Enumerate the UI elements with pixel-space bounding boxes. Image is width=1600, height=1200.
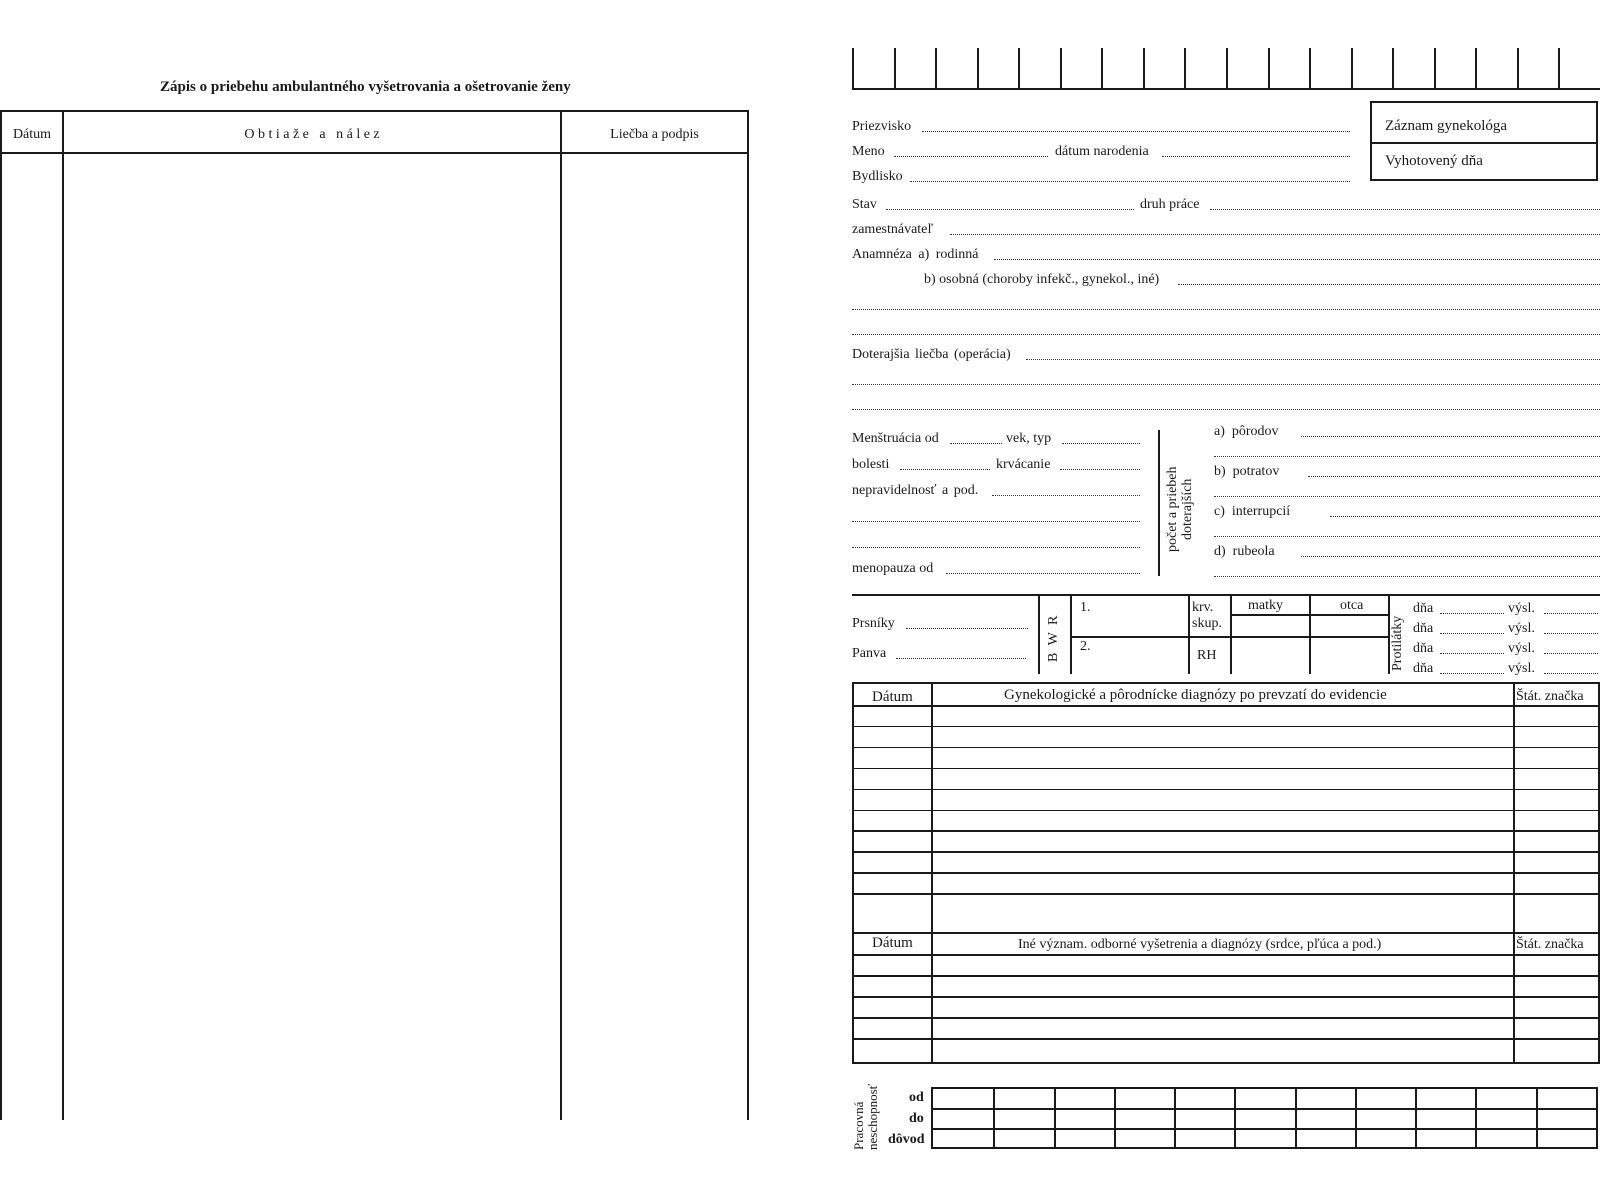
incapacity-column-divider bbox=[1174, 1089, 1176, 1147]
incapacity-column-divider bbox=[1536, 1089, 1538, 1147]
mother-left-border bbox=[1230, 594, 1232, 674]
left-table-right-border bbox=[747, 110, 749, 1120]
antibody-day-label: dňa bbox=[1413, 641, 1434, 656]
pregnancy-item-label: c) interrupcií bbox=[1214, 504, 1291, 519]
diagnoses-code-header: Štát. značka bbox=[1516, 689, 1584, 704]
pregnancy-separator bbox=[1158, 430, 1160, 576]
bwr-label: B W R bbox=[1046, 613, 1061, 662]
menstruation-extra-line-1[interactable] bbox=[852, 521, 1140, 522]
pregnancy-item-field[interactable] bbox=[1301, 436, 1600, 437]
incapacity-label-1: Pracovná bbox=[851, 1101, 866, 1150]
antibody-day-field[interactable] bbox=[1440, 673, 1504, 674]
blood-group-mid-rule bbox=[1188, 636, 1388, 638]
antibodies-label: Protilátky bbox=[1390, 615, 1405, 671]
tick-row bbox=[852, 48, 1600, 92]
mother-label: matky bbox=[1248, 598, 1283, 613]
father-label: otca bbox=[1340, 598, 1364, 613]
anamnesis-family-label: Anamnéza a) rodinná bbox=[852, 247, 979, 262]
tick-mark bbox=[935, 48, 937, 90]
incapacity-column-divider bbox=[1475, 1089, 1477, 1147]
surname-label: Priezvisko bbox=[852, 119, 912, 134]
tick-mark bbox=[894, 48, 896, 90]
menopause-label: menopauza od bbox=[852, 561, 934, 576]
antibody-result-field[interactable] bbox=[1544, 633, 1598, 634]
work-type-field[interactable] bbox=[1210, 209, 1600, 210]
exam-top-rule bbox=[852, 594, 1600, 596]
table-row[interactable] bbox=[854, 705, 1598, 707]
table-row[interactable] bbox=[854, 1017, 1598, 1019]
pregnancy-item-field[interactable] bbox=[1330, 516, 1600, 517]
tick-mark bbox=[1475, 48, 1477, 90]
status-label: Stav bbox=[852, 197, 877, 212]
gynecologist-stamp-box bbox=[1370, 101, 1598, 181]
other-code-header: Štát. značka bbox=[1516, 937, 1584, 952]
table-row[interactable] bbox=[854, 996, 1598, 998]
table-row[interactable] bbox=[854, 789, 1598, 791]
other-exams-header: Iné význam. odborné vyšetrenia a diagnózy (srdce, pľúca a pod.) bbox=[1018, 937, 1382, 952]
incapacity-label-2: neschopnosť bbox=[865, 1083, 880, 1150]
left-col-findings-header: O b t i a ž e a n á l e z bbox=[244, 127, 380, 142]
menstruation-from-label: Menštruácia od bbox=[852, 431, 939, 446]
table-row[interactable] bbox=[854, 768, 1598, 770]
pregnancy-item-extra-line[interactable] bbox=[1214, 536, 1600, 537]
anamnesis-extra-line-2[interactable] bbox=[852, 334, 1600, 335]
table-row[interactable] bbox=[854, 1038, 1598, 1040]
age-type-field[interactable] bbox=[1062, 443, 1140, 444]
tick-mark bbox=[1226, 48, 1228, 90]
irregularity-label: nepravidelnosť a pod. bbox=[852, 483, 979, 498]
table-row[interactable] bbox=[854, 954, 1598, 956]
left-table-divider-1 bbox=[62, 110, 64, 1120]
incapacity-column-divider bbox=[993, 1089, 995, 1147]
employer-field[interactable] bbox=[950, 234, 1600, 235]
antibody-result-field[interactable] bbox=[1544, 653, 1598, 654]
other-table-top-rule bbox=[854, 932, 1598, 934]
residence-label: Bydlisko bbox=[852, 169, 903, 184]
incapacity-column-divider bbox=[1234, 1089, 1236, 1147]
pregnancy-item-field[interactable] bbox=[1301, 556, 1600, 557]
residence-field[interactable] bbox=[910, 181, 1350, 182]
name-label: Meno bbox=[852, 144, 885, 159]
antibody-result-label: výsl. bbox=[1508, 641, 1535, 656]
anamnesis-family-field[interactable] bbox=[994, 259, 1600, 260]
antibody-day-label: dňa bbox=[1413, 601, 1434, 616]
prior-treatment-extra-line-1[interactable] bbox=[852, 384, 1600, 385]
table-row[interactable] bbox=[854, 810, 1598, 812]
prior-treatment-field[interactable] bbox=[1026, 359, 1600, 360]
age-type-label: vek, typ bbox=[1006, 431, 1052, 446]
antibody-result-label: výsl. bbox=[1508, 601, 1535, 616]
pregnancy-item-field[interactable] bbox=[1308, 476, 1600, 477]
rh-label: RH bbox=[1197, 648, 1217, 663]
incapacity-column-divider bbox=[1054, 1089, 1056, 1147]
left-table-left-border bbox=[0, 110, 2, 1120]
tick-mark bbox=[1392, 48, 1394, 90]
prior-treatment-extra-line-2[interactable] bbox=[852, 409, 1600, 410]
bleeding-label: krvácanie bbox=[996, 457, 1051, 472]
incapacity-row-divider bbox=[933, 1108, 1596, 1110]
tick-mark bbox=[1309, 48, 1311, 90]
tick-mark bbox=[1351, 48, 1353, 90]
birth-date-field[interactable] bbox=[1162, 156, 1350, 157]
antibody-result-label: výsl. bbox=[1508, 661, 1535, 676]
antibody-day-label: dňa bbox=[1413, 661, 1434, 676]
incapacity-column-divider bbox=[1415, 1089, 1417, 1147]
tick-mark bbox=[1143, 48, 1145, 90]
bwr-second-label: 2. bbox=[1080, 639, 1091, 654]
name-field[interactable] bbox=[894, 156, 1048, 157]
pregnancy-item-label: a) pôrodov bbox=[1214, 424, 1279, 439]
incapacity-grid bbox=[931, 1087, 1598, 1149]
tick-mark bbox=[852, 48, 854, 90]
pregnancy-vertical-label-1: počet a priebeh bbox=[1165, 466, 1180, 552]
birth-date-label: dátum narodenia bbox=[1055, 144, 1149, 159]
other-date-header: Dátum bbox=[872, 935, 913, 951]
employer-label: zamestnávateľ bbox=[852, 222, 934, 237]
stamp-box-divider bbox=[1372, 142, 1596, 144]
incapacity-to-label: do bbox=[909, 1111, 924, 1126]
surname-field[interactable] bbox=[922, 131, 1350, 132]
antibody-result-label: výsl. bbox=[1508, 621, 1535, 636]
father-left-border bbox=[1309, 594, 1311, 674]
antibody-day-field[interactable] bbox=[1440, 653, 1504, 654]
left-col-date-header: Dátum bbox=[12, 127, 52, 142]
incapacity-row-divider bbox=[933, 1128, 1596, 1130]
tick-mark bbox=[1060, 48, 1062, 90]
pregnancy-item-extra-line[interactable] bbox=[1214, 496, 1600, 497]
tick-mark bbox=[1184, 48, 1186, 90]
prior-treatment-label: Doterajšia liečba (operácia) bbox=[852, 347, 1011, 362]
incapacity-from-label: od bbox=[909, 1090, 924, 1105]
tick-mark bbox=[1268, 48, 1270, 90]
antibody-day-field[interactable] bbox=[1440, 633, 1504, 634]
pregnancy-item-label: d) rubeola bbox=[1214, 544, 1275, 559]
incapacity-reason-label: dôvod bbox=[888, 1132, 925, 1147]
left-table-header-border bbox=[0, 152, 749, 154]
tick-mark bbox=[1517, 48, 1519, 90]
irregularity-field[interactable] bbox=[992, 495, 1140, 496]
menopause-field[interactable] bbox=[946, 573, 1140, 574]
left-table-divider-2 bbox=[560, 110, 562, 1120]
bwr-mid-rule bbox=[1070, 636, 1188, 638]
pregnancy-item-extra-line[interactable] bbox=[1214, 456, 1600, 457]
left-table-top-border bbox=[0, 110, 749, 112]
left-col-treatment-header: Liečba a podpis bbox=[610, 127, 699, 142]
tick-mark bbox=[1558, 48, 1560, 90]
anamnesis-extra-line-1[interactable] bbox=[852, 309, 1600, 310]
table-row[interactable] bbox=[854, 872, 1598, 874]
status-field[interactable] bbox=[886, 209, 1134, 210]
tick-mark bbox=[1018, 48, 1020, 90]
tick-mark bbox=[1434, 48, 1436, 90]
diagnoses-header: Gynekologické a pôrodnícke diagnózy po prevzatí do evidencie bbox=[1004, 687, 1387, 703]
blood-group-label-2: skup. bbox=[1192, 616, 1222, 631]
table-row[interactable] bbox=[854, 726, 1598, 728]
table-row[interactable] bbox=[854, 893, 1598, 895]
pregnancy-item-label: b) potratov bbox=[1214, 464, 1280, 479]
pregnancy-vertical-label-2: doterajších bbox=[1180, 478, 1195, 540]
diagnoses-table bbox=[852, 682, 1600, 1064]
table-row[interactable] bbox=[854, 830, 1598, 832]
blood-group-label-1: krv. bbox=[1192, 600, 1214, 615]
anamnesis-personal-label: b) osobná (choroby infekč., gynekol., iné) bbox=[924, 272, 1160, 287]
pregnancy-item-extra-line[interactable] bbox=[1214, 576, 1600, 577]
menstruation-from-field[interactable] bbox=[950, 443, 1002, 444]
breasts-label: Prsníky bbox=[852, 616, 895, 631]
antibody-day-label: dňa bbox=[1413, 621, 1434, 636]
tick-mark bbox=[977, 48, 979, 90]
bwr-divider bbox=[1070, 594, 1072, 674]
pelvis-label: Panva bbox=[852, 646, 887, 661]
breasts-field[interactable] bbox=[906, 628, 1028, 629]
incapacity-column-divider bbox=[1114, 1089, 1116, 1147]
bwr-first-label: 1. bbox=[1080, 600, 1091, 615]
stamp-box-record-label: Záznam gynekológa bbox=[1385, 118, 1508, 134]
bleeding-field[interactable] bbox=[1060, 469, 1140, 470]
incapacity-column-divider bbox=[1295, 1089, 1297, 1147]
stamp-box-date-label: Vyhotovený dňa bbox=[1385, 153, 1483, 169]
incapacity-column-divider bbox=[1355, 1089, 1357, 1147]
work-type-label: druh práce bbox=[1140, 197, 1200, 212]
left-page-title: Zápis o priebehu ambulantného vyšetrovania a ošetrovanie ženy bbox=[160, 79, 571, 95]
menstruation-extra-line-2[interactable] bbox=[852, 547, 1140, 548]
antibody-day-field[interactable] bbox=[1440, 613, 1504, 614]
bwr-left-border bbox=[1038, 594, 1040, 674]
antibody-result-field[interactable] bbox=[1544, 613, 1598, 614]
pain-field[interactable] bbox=[900, 469, 990, 470]
table-row[interactable] bbox=[854, 851, 1598, 853]
tick-mark bbox=[1101, 48, 1103, 90]
table-row[interactable] bbox=[854, 747, 1598, 749]
blood-group-left-border bbox=[1188, 594, 1190, 674]
diagnoses-date-header: Dátum bbox=[872, 689, 913, 705]
pelvis-field[interactable] bbox=[896, 658, 1026, 659]
anamnesis-personal-field[interactable] bbox=[1178, 284, 1600, 285]
table-row[interactable] bbox=[854, 975, 1598, 977]
pain-label: bolesti bbox=[852, 457, 890, 472]
antibody-result-field[interactable] bbox=[1544, 673, 1598, 674]
